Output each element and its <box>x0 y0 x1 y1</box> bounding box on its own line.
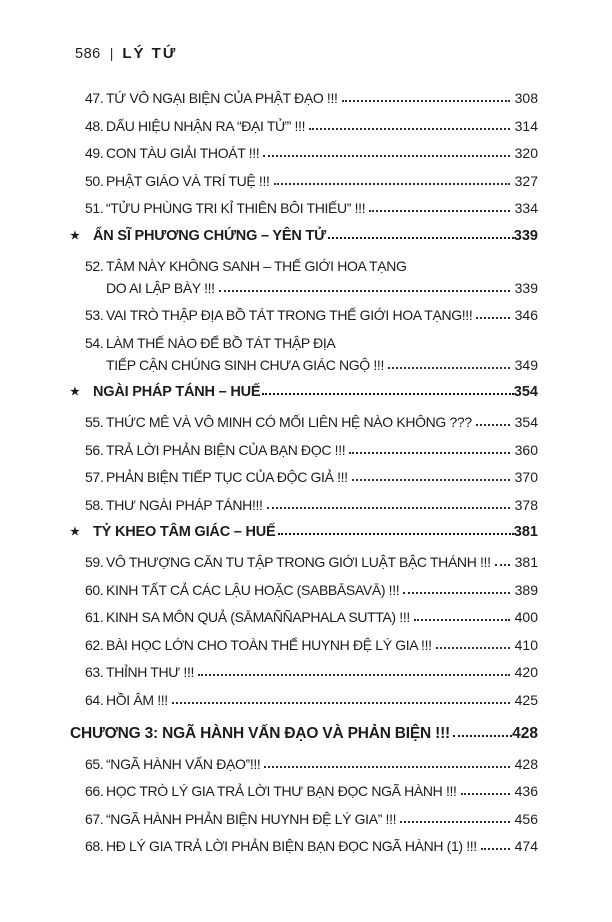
entry-number: 63. <box>85 664 104 680</box>
dot-leader <box>172 702 510 704</box>
entry-page-number: 327 <box>514 172 538 189</box>
entry-number: 62. <box>85 636 104 653</box>
entry-title: “NGÃ HÀNH PHẢN BIỆN HUYNH ĐỆ LÝ GIA” !!! <box>106 810 397 827</box>
entry-page-number: 354 <box>514 414 538 430</box>
entry-page-number: 334 <box>514 200 538 216</box>
toc-list <box>70 89 538 855</box>
section-title: NGÀI PHÁP TÁNH – HUẾ <box>93 384 261 400</box>
entry-page-number: 420 <box>514 664 538 680</box>
entry-page-number: 370 <box>514 469 538 485</box>
entry-page-number: 436 <box>514 783 538 799</box>
header-divider: | <box>109 45 114 61</box>
dot-leader <box>481 848 510 850</box>
entry-number: 52. <box>85 257 104 274</box>
entry-title: HĐ LÝ GIA TRẢ LỜI PHẢN BIỆN BẠN ĐỌC NGÃ HÀNH (1) !!! <box>106 838 477 854</box>
entry-title: LÀM THẾ NÀO ĐỂ BỒ TÁT THẬP ĐỊA <box>106 334 336 351</box>
entry-title: THƯ NGÀI PHÁP TÁNH!!! <box>106 496 263 513</box>
entry-number: 48. <box>85 117 104 134</box>
entry-page-number: 474 <box>514 838 538 854</box>
entry-page-number: 410 <box>514 636 538 653</box>
entry-page-number: 320 <box>514 145 538 161</box>
dot-leader <box>388 367 510 369</box>
dot-leader <box>453 735 512 737</box>
entry-number: 61. <box>85 609 104 625</box>
toc-section-heading <box>70 227 538 247</box>
entry-title: KINH SA MÔN QUẢ (SĀMAÑÑAPHALA SUTTA) !!! <box>106 609 410 625</box>
entry-title: CON TÀU GIẢI THOÁT !!! <box>106 145 260 161</box>
entry-title: TÂM NÀY KHÔNG SANH – THẾ GIỚI HOA TẠNG <box>106 257 407 274</box>
entry-page-number: 308 <box>514 90 538 106</box>
entry-page-number: 314 <box>514 117 538 134</box>
dot-leader <box>264 766 509 768</box>
star-icon: ★ <box>70 229 80 242</box>
toc-entry <box>70 782 538 800</box>
entry-number: 56. <box>85 441 104 458</box>
entry-page-number: 378 <box>514 496 538 513</box>
section-title: ẨN SĨ PHƯƠNG CHỨNG – YÊN TỬ <box>93 227 326 244</box>
entry-title: THỨC MÊ VÀ VÔ MINH CÓ MỐI LIÊN HỆ NÀO KHÔNG ??? <box>106 414 472 430</box>
chapter-title: CHƯƠNG 3: NGÃ HÀNH VẤN ĐẠO VÀ PHẢN BIỆN !!! <box>70 724 451 742</box>
section-page-number: 381 <box>513 524 538 540</box>
entry-number: 58. <box>85 496 104 513</box>
dot-leader <box>476 317 509 319</box>
toc-entry <box>70 89 538 107</box>
dot-leader <box>219 290 510 292</box>
toc-entry <box>70 117 538 135</box>
entry-title: HỒI ÂM !!! <box>106 691 168 708</box>
dot-leader <box>436 647 510 649</box>
toc-entry <box>70 755 538 773</box>
entry-number: 55. <box>85 414 104 430</box>
entry-title: HỌC TRÒ LÝ GIA TRẢ LỜI THƯ BẠN ĐỌC NGÃ HÀNH !!! <box>106 783 457 799</box>
entry-page-number: 428 <box>514 755 538 772</box>
dot-leader <box>369 210 509 212</box>
folio-page-number: 586 <box>75 46 101 62</box>
dot-leader <box>352 479 510 481</box>
dot-leader <box>476 424 510 426</box>
dot-leader <box>342 100 510 102</box>
running-head <box>70 44 538 64</box>
dot-leader <box>278 533 514 535</box>
entry-title: VÔ THƯỢNG CĂN TU TẬP TRONG GIỚI LUẬT BẬC THÁNH !!! <box>106 554 491 570</box>
entry-page-number: 400 <box>514 609 538 625</box>
toc-entry <box>70 608 538 626</box>
dot-leader <box>414 619 510 621</box>
toc-entry <box>70 172 538 190</box>
entry-page-number: 360 <box>514 441 538 458</box>
toc-chapter-heading <box>70 724 538 744</box>
star-icon: ★ <box>70 526 80 538</box>
toc-entry-line1 <box>70 257 538 275</box>
star-icon: ★ <box>70 386 80 398</box>
toc-entry <box>70 199 538 217</box>
entry-number: 66. <box>85 783 104 799</box>
toc-entry <box>70 257 538 297</box>
toc-entry <box>70 334 538 374</box>
toc-entry <box>70 837 538 855</box>
entry-number: 64. <box>85 691 104 708</box>
entry-number: 53. <box>85 307 104 323</box>
entry-number: 65. <box>85 755 104 772</box>
entry-number: 59. <box>85 554 104 570</box>
toc-entry-line2 <box>70 356 538 374</box>
entry-title: THỈNH THƯ !!! <box>106 664 195 680</box>
entry-title: TRẢ LỜI PHẢN BIỆN CỦA BẠN ĐỌC !!! <box>106 441 346 458</box>
entry-number: 60. <box>85 581 104 598</box>
entry-title: PHẢN BIỆN TIẾP TỤC CỦA ĐỘC GIẢ !!! <box>106 469 348 485</box>
section-page-number: 339 <box>513 227 538 244</box>
dot-leader <box>263 155 509 157</box>
entry-number: 68. <box>85 838 104 854</box>
entry-title-continued: TIẾP CẬN CHÚNG SINH CHƯA GIÁC NGỘ !!! <box>106 356 385 373</box>
entry-page-number: 381 <box>514 554 538 570</box>
running-title: LÝ TỨ <box>122 45 178 62</box>
toc-entry <box>70 468 538 486</box>
toc-entry <box>70 810 538 828</box>
toc-entry <box>70 691 538 709</box>
dot-leader <box>461 793 510 795</box>
entry-page-number: 339 <box>514 279 538 296</box>
toc-entry-line1 <box>70 334 538 352</box>
entry-page-number: 389 <box>514 581 538 598</box>
section-page-number: 354 <box>513 384 538 400</box>
section-title: TỶ KHEO TÂM GIÁC – HUẾ <box>93 524 276 540</box>
entry-title: PHẬT GIÁO VÀ TRÍ TUỆ !!! <box>106 172 270 189</box>
dot-leader <box>403 592 509 594</box>
entry-number: 54. <box>85 334 104 351</box>
entry-title: BÀI HỌC LỚN CHO TOÀN THỂ HUYNH ĐỆ LÝ GIA !!! <box>106 636 432 653</box>
entry-title: DẤU HIỆU NHẬN RA “ĐẠI TỬ” !!! <box>106 117 306 134</box>
chapter-page-number: 428 <box>512 724 538 742</box>
entry-title: KINH TẤT CẢ CÁC LẬU HOẶC (SABBĀSAVĀ) !!! <box>106 581 400 598</box>
toc-entry <box>70 663 538 681</box>
dot-leader <box>495 564 510 566</box>
toc-entry <box>70 306 538 324</box>
dot-leader <box>400 821 509 823</box>
entry-title-continued: DO AI LẬP BÀY !!! <box>106 279 215 296</box>
dot-leader <box>262 393 513 395</box>
entry-number: 47. <box>85 90 104 106</box>
dot-leader <box>349 452 509 454</box>
entry-page-number: 425 <box>514 691 538 708</box>
dot-leader <box>274 183 510 185</box>
dot-leader <box>309 128 510 130</box>
toc-entry <box>70 581 538 599</box>
toc-entry <box>70 144 538 162</box>
toc-section-heading <box>70 523 538 543</box>
entry-number: 49. <box>85 145 104 161</box>
toc-entry-line2 <box>70 279 538 297</box>
entry-page-number: 349 <box>514 356 538 373</box>
entry-page-number: 346 <box>514 307 538 323</box>
dot-leader <box>328 237 514 239</box>
entry-number: 67. <box>85 810 104 827</box>
dot-leader <box>267 507 510 509</box>
entry-title: TỨ VÔ NGẠI BIỆN CỦA PHẬT ĐẠO !!! <box>106 90 338 106</box>
entry-title: “NGÃ HÀNH VẤN ĐẠO”!!! <box>106 755 261 772</box>
toc-entry <box>70 553 538 571</box>
entry-number: 51. <box>85 200 104 216</box>
dot-leader <box>198 674 510 676</box>
entry-title: “TỬU PHÙNG TRI KỈ THIÊN BÔI THIẾU” !!! <box>106 200 366 216</box>
toc-entry <box>70 636 538 654</box>
toc-entry <box>70 413 538 431</box>
entry-page-number: 456 <box>514 810 538 827</box>
toc-entry <box>70 441 538 459</box>
entry-title: VAI TRÒ THẬP ĐỊA BỒ TÁT TRONG THẾ GIỚI HOA TẠNG!!! <box>106 307 473 323</box>
toc-entry <box>70 496 538 514</box>
entry-number: 57. <box>85 469 104 485</box>
toc-section-heading <box>70 383 538 403</box>
entry-number: 50. <box>85 172 104 189</box>
